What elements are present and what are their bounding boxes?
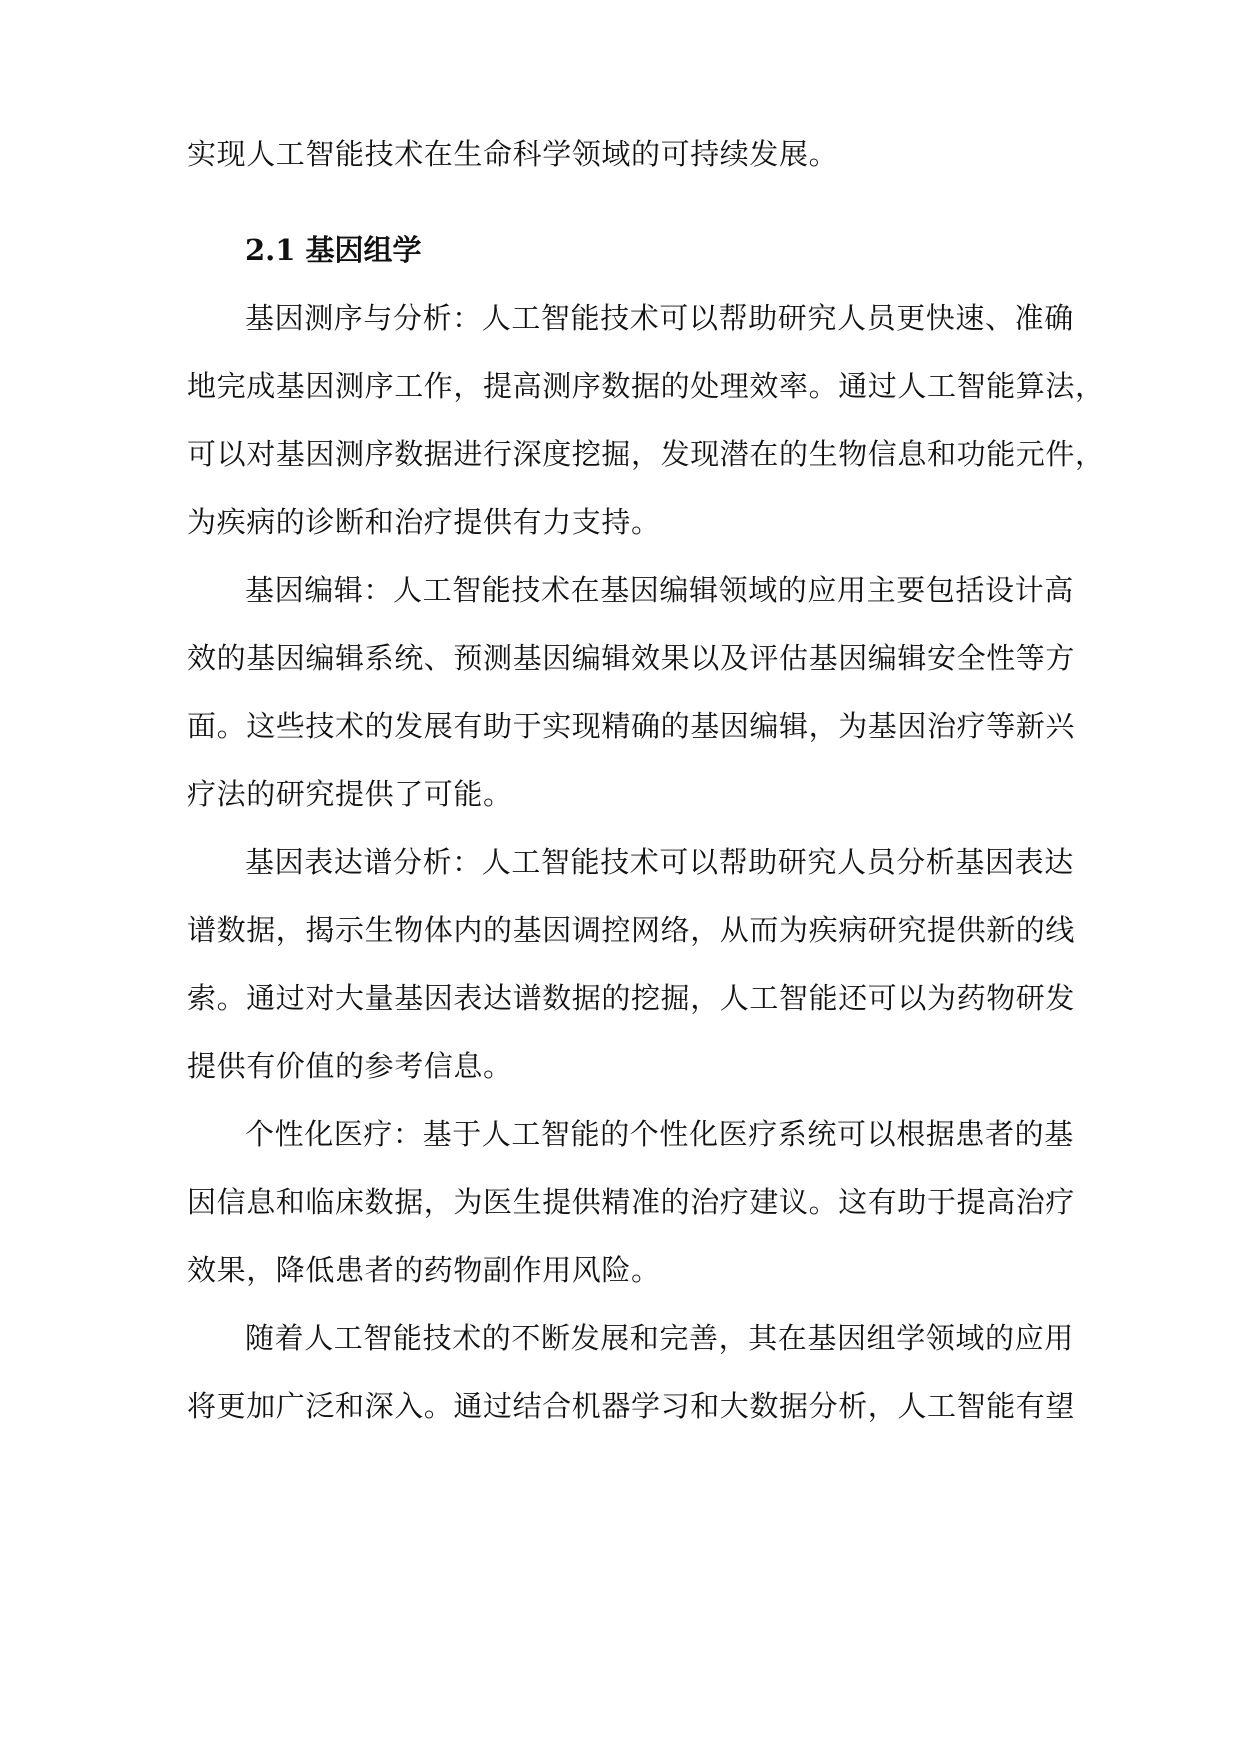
- intro-text-line: 实现人工智能技术在生命科学领域的可持续发展。: [187, 137, 839, 171]
- paragraph-line: 将更加广泛和深入。通过结合机器学习和大数据分析，人工智能有望: [187, 1389, 1076, 1423]
- paragraph-line: 疗法的研究提供了可能。: [187, 777, 513, 811]
- paragraph-line: 基因表达谱分析：人工智能技术可以帮助研究人员分析基因表达: [245, 845, 1074, 879]
- paragraph-line: 因信息和临床数据，为医生提供精准的治疗建议。这有助于提高治疗: [187, 1185, 1076, 1219]
- paragraph-line: 随着人工智能技术的不断发展和完善，其在基因组学领域的应用: [245, 1321, 1074, 1355]
- paragraph-line: 提供有价值的参考信息。: [187, 1049, 513, 1083]
- paragraph-line: 基因编辑：人工智能技术在基因编辑领域的应用主要包括设计高: [245, 573, 1074, 607]
- paragraph-line: 面。这些技术的发展有助于实现精确的基因编辑，为基因治疗等新兴: [187, 709, 1076, 743]
- paragraph-line: 索。通过对大量基因表达谱数据的挖掘，人工智能还可以为药物研发: [187, 981, 1076, 1015]
- paragraph-line: 可以对基因测序数据进行深度挖掘，发现潜在的生物信息和功能元件，: [187, 437, 1105, 471]
- paragraph-line: 个性化医疗：基于人工智能的个性化医疗系统可以根据患者的基: [245, 1117, 1074, 1151]
- paragraph-line: 效果，降低患者的药物副作用风险。: [187, 1253, 661, 1287]
- paragraph-line: 效的基因编辑系统、预测基因编辑效果以及评估基因编辑安全性等方: [187, 641, 1076, 675]
- paragraph-line: 地完成基因测序工作，提高测序数据的处理效率。通过人工智能算法，: [187, 369, 1105, 403]
- section-heading: 2.1 基因组学: [245, 233, 422, 267]
- paragraph-line: 为疾病的诊断和治疗提供有力支持。: [187, 505, 661, 539]
- paragraph-line: 基因测序与分析：人工智能技术可以帮助研究人员更快速、准确: [245, 301, 1074, 335]
- paragraph-line: 谱数据，揭示生物体内的基因调控网络，从而为疾病研究提供新的线: [187, 913, 1076, 947]
